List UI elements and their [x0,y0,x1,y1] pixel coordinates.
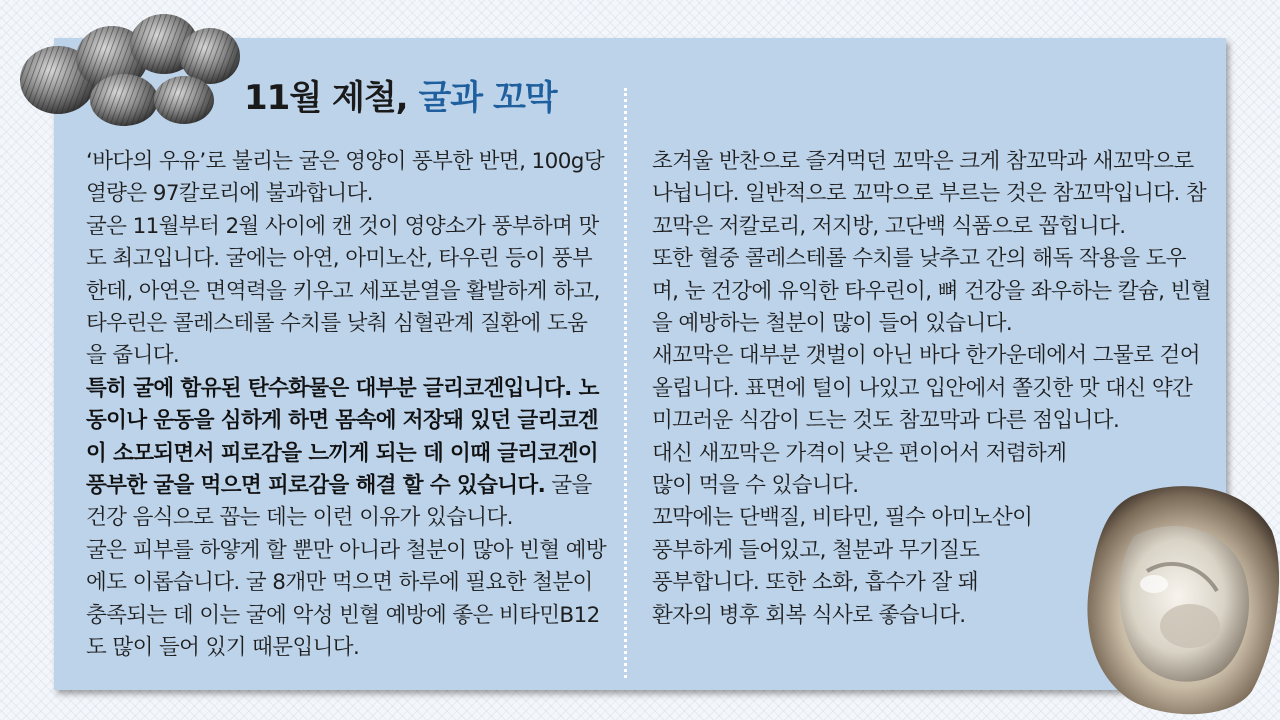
title-highlight: 굴과 꼬막 [418,78,557,118]
oyster-text-column [86,146,606,665]
paragraph: ‘바다의 우유’로 불리는 굴은 영양이 풍부한 반면, 100g당 열량은 97칼로리에 불과합니다. [86,149,605,207]
paragraph: 새꼬막은 대부분 갯벌이 아닌 바다 한가운데에서 그물로 걷어 올립니다. 표면에 털이 나있고 입안에서 쫄깃한 맛 대신 약간 미끄러운 식감이 드는 것도 참꼬막과 다른 점입니다. [652,343,1200,434]
paragraph: 굴은 11월부터 2월 사이에 캔 것이 영양소가 풍부하며 맛도 최고입니다. 굴에는 아연, 아미노산, 타우린 등이 풍부한데, 아연은 면역력을 키우고 세포분열을 활발하게 하고, 타우린은 콜레스테롤 수치를 낮춰 심혈관계 질환에 도움을 줍니다. [86,213,600,369]
page-title [244,70,557,119]
column-divider [624,88,627,678]
paragraph: 또한 혈중 콜레스테롤 수치를 낮추고 간의 해독 작용을 도우며, 눈 건강에 유익한 타우린이, 뼈 건강을 좌우하는 칼슘, 빈혈을 예방하는 철분이 많이 들어 있습니다. [652,246,1211,337]
bold-text: 특히 굴에 함유된 탄수화물은 대부분 글리코겐입니다. 노동이나 운동을 심하게 하면 몸속에 저장돼 있던 글리코겐이 소모되면서 피로감을 느끼게 되는 데 이때 글리코겐이 풍부한 굴을 먹으면 피로감을 해결 할 수 있습니다. [86,375,599,499]
paragraph: 초겨울 반찬으로 즐겨먹던 꼬막은 크게 참꼬막과 새꼬막으로 나뉩니다. 일반적으로 꼬막으로 부르는 것은 참꼬막입니다. 참꼬막은 저칼로리, 저지방, 고단백 식품으로 꼽힙니다. [652,149,1207,239]
paragraph: 꼬막에는 단백질, 비타민, 필수 아미노산이 풍부하게 들어있고, 철분과 무기질도 풍부합니다. 또한 소화, 흡수가 잘 돼 환자의 병후 회복 식사로 좋습니다. [652,505,1033,628]
paragraph: 특히 굴에 함유된 탄수화물은 대부분 글리코겐입니다. 노동이나 운동을 심하게 하면 몸속에 저장돼 있던 글리코겐이 소모되면서 피로감을 느끼게 되는 데 이때 글리코겐이 풍부한 굴을 먹으면 피로감을 해결 할 수 있습니다. 굴을 건강 음식으로 꼽는 데는 이런 이유가 있습니다. [86,375,599,531]
paragraph: 대신 새꼬막은 가격이 낮은 편이어서 저렴하게 많이 먹을 수 있습니다. [652,440,1067,499]
title-main: 11월 제철, [244,78,419,118]
cockle-clams-image [14,8,244,130]
paragraph: 굴은 피부를 하얗게 할 뿐만 아니라 철분이 많아 빈혈 예방에도 이롭습니다. 굴 8개만 먹으면 하루에 필요한 철분이 충족되는 데 이는 굴에 악성 빈혈 예방에 좋은 비타민B12도 많이 들어 있기 때문입니다. [86,537,606,661]
oyster-image [1072,476,1280,720]
